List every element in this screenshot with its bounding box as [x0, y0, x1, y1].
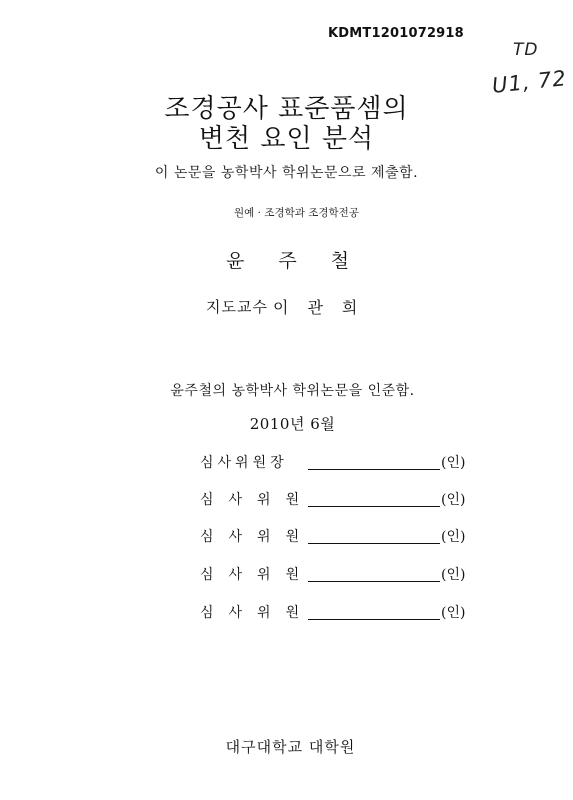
signature-line: [308, 506, 440, 507]
committee-role: 심사위원: [200, 605, 315, 621]
signature-line: [308, 581, 440, 582]
author-name: 윤주철: [225, 250, 384, 272]
committee-role: 심사위원: [200, 529, 315, 545]
seal-mark: (인): [441, 492, 466, 508]
handwritten-note-line1: TD: [513, 40, 539, 60]
document-code: KDMT1201072918: [328, 26, 464, 41]
seal-mark: (인): [441, 605, 466, 621]
advisor-name: 이관희: [273, 298, 377, 317]
signature-line: [308, 619, 440, 620]
university-name: 대구대학교 대학원: [225, 738, 356, 756]
committee-role: 심사위원장: [200, 455, 288, 471]
seal-mark: (인): [441, 455, 466, 471]
seal-mark: (인): [441, 567, 466, 583]
approval-date: 2010년 6월: [249, 415, 336, 433]
handwritten-note-line2: U1, 72: [490, 66, 568, 98]
seal-mark: (인): [441, 529, 466, 545]
committee-row-member: [200, 564, 500, 586]
thesis-title-line1: 조경공사 표준품셈의: [164, 94, 409, 124]
committee-row-member: [200, 489, 500, 511]
committee-role: 심사위원: [200, 567, 315, 583]
signature-line: [308, 469, 440, 470]
submission-statement: 이 논문을 농학박사 학위논문으로 제출함.: [154, 165, 419, 181]
committee-role: 심사위원: [200, 492, 315, 508]
department: 원예 · 조경학과 조경학전공: [234, 207, 359, 219]
committee-row-member: [200, 526, 500, 548]
advisor-label: 지도교수: [206, 298, 268, 316]
thesis-title-line2: 변천 요인 분석: [198, 124, 375, 154]
approval-statement: 윤주철의 농학박사 학위논문을 인준함.: [170, 383, 415, 399]
committee-row-member: [200, 602, 500, 624]
signature-line: [308, 543, 440, 544]
committee-row-chair: [200, 452, 500, 474]
